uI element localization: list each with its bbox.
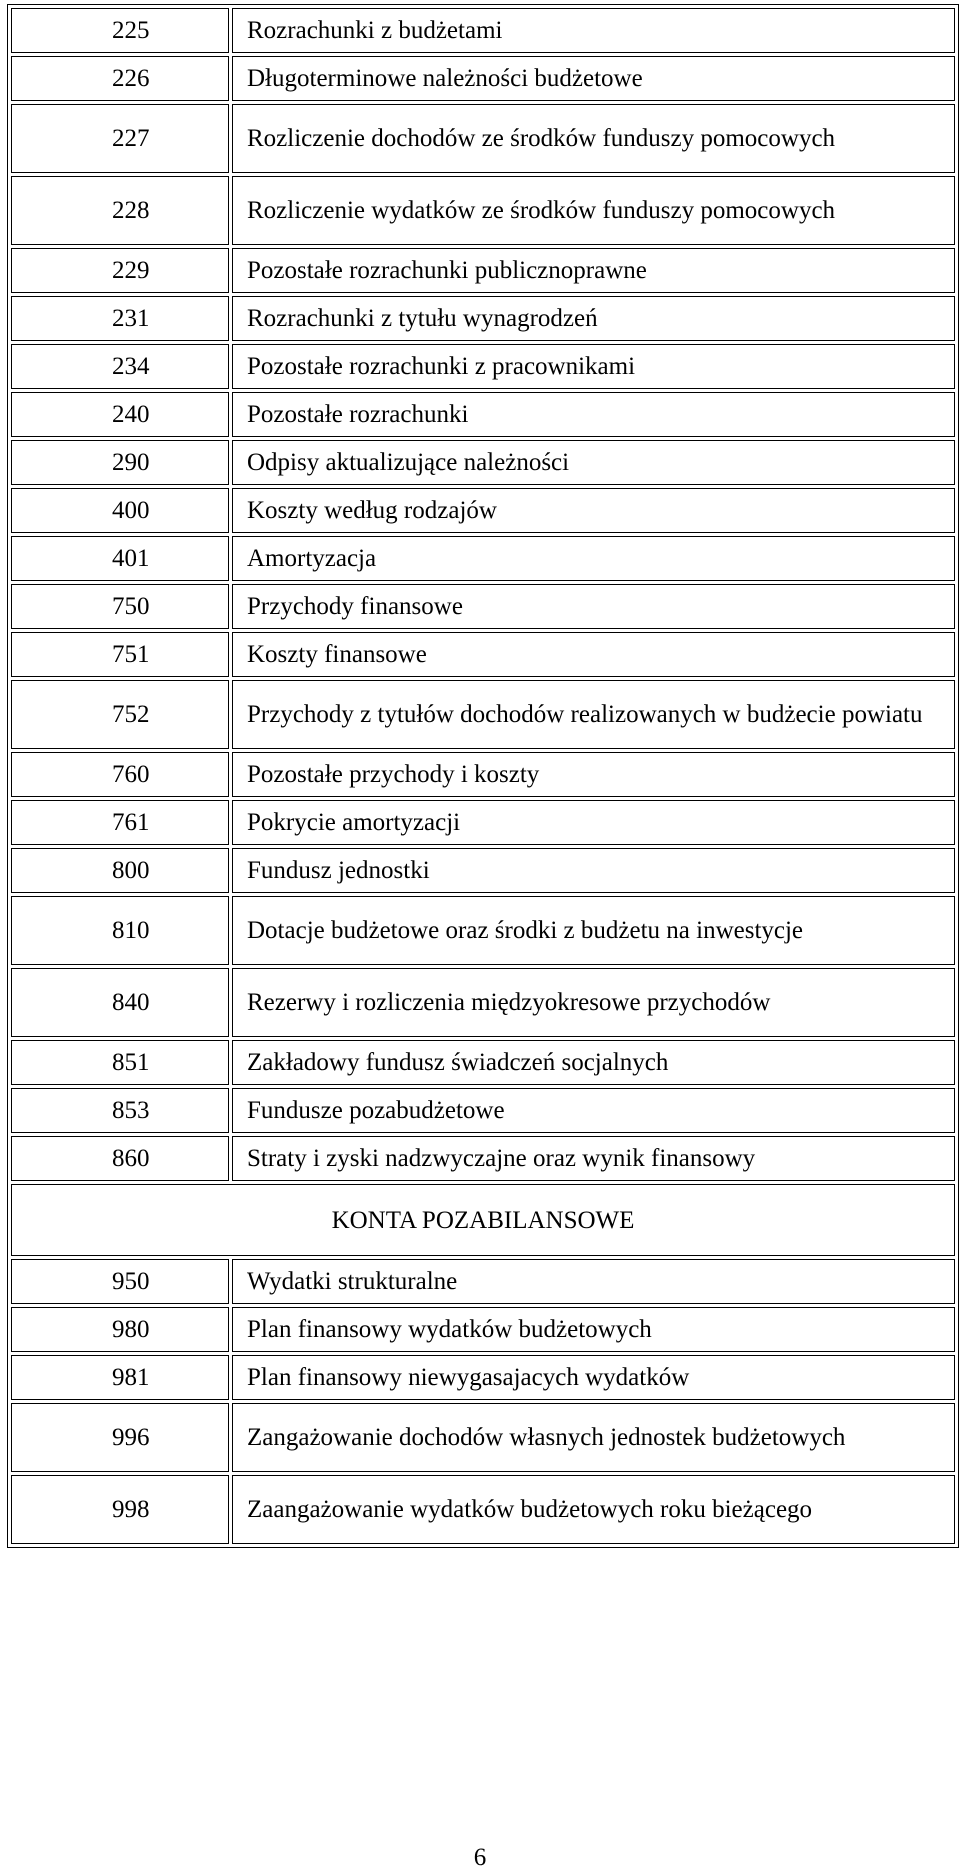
account-name: Rezerwy i rozliczenia międzyokresowe przychodów: [232, 968, 955, 1037]
table-row: [11, 536, 955, 581]
account-name: Fundusze pozabudżetowe: [232, 1088, 955, 1133]
table-row: [11, 440, 955, 485]
account-code: 840: [11, 968, 229, 1037]
account-name: Straty i zyski nadzwyczajne oraz wynik finansowy: [232, 1136, 955, 1181]
account-code: 234: [11, 344, 229, 389]
account-code: 998: [11, 1475, 229, 1544]
account-name: Zakładowy fundusz świadczeń socjalnych: [232, 1040, 955, 1085]
table-row: [11, 248, 955, 293]
table-row: [11, 968, 955, 1037]
account-code: 228: [11, 176, 229, 245]
table-row: [11, 1136, 955, 1181]
account-name: Dotacje budżetowe oraz środki z budżetu na inwestycje: [232, 896, 955, 965]
account-name: Rozliczenie wydatków ze środków funduszy pomocowych: [232, 176, 955, 245]
table-row: [11, 632, 955, 677]
account-code: 853: [11, 1088, 229, 1133]
table-row: [11, 176, 955, 245]
table-row: [11, 1403, 955, 1472]
table-row: [11, 752, 955, 797]
chart-of-accounts-table: [7, 4, 959, 1548]
account-code: 750: [11, 584, 229, 629]
account-code: 752: [11, 680, 229, 749]
account-code: 751: [11, 632, 229, 677]
table-row: [11, 1088, 955, 1133]
table-row: [11, 584, 955, 629]
account-name: Długoterminowe należności budżetowe: [232, 56, 955, 101]
account-code: 996: [11, 1403, 229, 1472]
account-name: Zaangażowanie wydatków budżetowych roku bieżącego: [232, 1475, 955, 1544]
table-row: [11, 1040, 955, 1085]
account-name: Rozrachunki z budżetami: [232, 8, 955, 53]
account-name: Wydatki strukturalne: [232, 1259, 955, 1304]
section-heading: KONTA POZABILANSOWE: [11, 1184, 955, 1256]
account-name: Koszty według rodzajów: [232, 488, 955, 533]
account-code: 231: [11, 296, 229, 341]
table-row: [11, 392, 955, 437]
table-row: [11, 1307, 955, 1352]
account-name: Fundusz jednostki: [232, 848, 955, 893]
table-row: [11, 56, 955, 101]
account-name: Plan finansowy niewygasajacych wydatków: [232, 1355, 955, 1400]
account-code: 400: [11, 488, 229, 533]
account-name: Plan finansowy wydatków budżetowych: [232, 1307, 955, 1352]
account-name: Przychody finansowe: [232, 584, 955, 629]
table-row: [11, 1259, 955, 1304]
account-code: 950: [11, 1259, 229, 1304]
account-code: 290: [11, 440, 229, 485]
table-row: [11, 680, 955, 749]
account-code: 980: [11, 1307, 229, 1352]
account-code: 860: [11, 1136, 229, 1181]
account-code: 401: [11, 536, 229, 581]
table-row: [11, 896, 955, 965]
account-code: 760: [11, 752, 229, 797]
balance-accounts-group: [11, 8, 955, 1181]
account-code: 226: [11, 56, 229, 101]
account-name: Pozostałe rozrachunki: [232, 392, 955, 437]
account-name: Amortyzacja: [232, 536, 955, 581]
account-name: Rozliczenie dochodów ze środków funduszy pomocowych: [232, 104, 955, 173]
section-heading-row: [11, 1184, 955, 1256]
account-code: 225: [11, 8, 229, 53]
account-name: Rozrachunki z tytułu wynagrodzeń: [232, 296, 955, 341]
account-name: Odpisy aktualizujące należności: [232, 440, 955, 485]
account-code: 800: [11, 848, 229, 893]
table-row: [11, 1475, 955, 1544]
table-row: [11, 488, 955, 533]
table-row: [11, 848, 955, 893]
account-name: Zangażowanie dochodów własnych jednostek budżetowych: [232, 1403, 955, 1472]
section-heading-group: [11, 1184, 955, 1256]
account-name: Pozostałe rozrachunki publicznoprawne: [232, 248, 955, 293]
page-number: 6: [473, 1844, 487, 1871]
account-code: 229: [11, 248, 229, 293]
account-name: Przychody z tytułów dochodów realizowanych w budżecie powiatu: [232, 680, 955, 749]
account-name: Koszty finansowe: [232, 632, 955, 677]
account-code: 761: [11, 800, 229, 845]
account-name: Pozostałe przychody i koszty: [232, 752, 955, 797]
account-name: Pozostałe rozrachunki z pracownikami: [232, 344, 955, 389]
account-name: Pokrycie amortyzacji: [232, 800, 955, 845]
table-row: [11, 104, 955, 173]
account-code: 227: [11, 104, 229, 173]
table-row: [11, 8, 955, 53]
account-code: 851: [11, 1040, 229, 1085]
table-row: [11, 800, 955, 845]
account-code: 240: [11, 392, 229, 437]
account-code: 810: [11, 896, 229, 965]
table-row: [11, 1355, 955, 1400]
table-row: [11, 344, 955, 389]
table-row: [11, 296, 955, 341]
off-balance-accounts-group: [11, 1259, 955, 1544]
account-code: 981: [11, 1355, 229, 1400]
